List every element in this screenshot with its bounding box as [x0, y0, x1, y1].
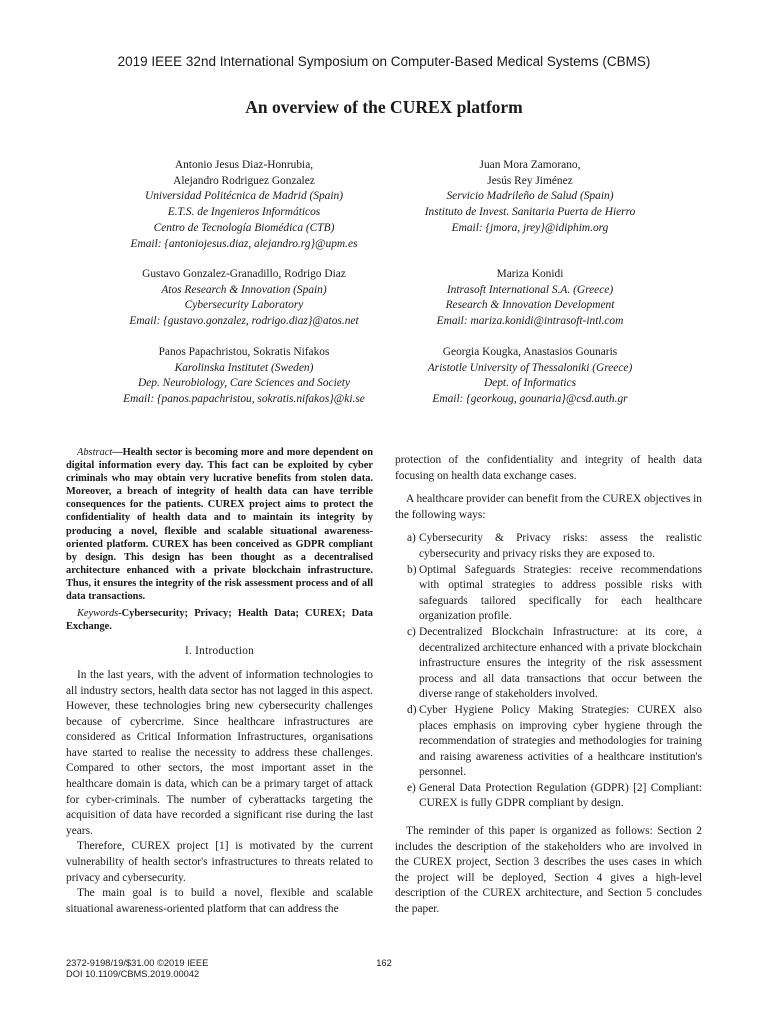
- section-heading-introduction: I. Introduction: [184, 645, 255, 658]
- author-email: Email: {panos.papachristou, sokratis.nifakos}@ki.se: [123, 393, 365, 406]
- conference-header: 2019 IEEE 32nd International Symposium on Computer-Based Medical Systems (CBMS): [117, 54, 651, 69]
- abstract: [66, 446, 373, 603]
- copyright-footer: [66, 958, 208, 980]
- author-block-auth: [350, 345, 710, 408]
- intro-paragraph: Therefore, CUREX project [1] is motivated by the current vulnerability of health sector's infrastructures to threats related to privacy and cybersecurity.: [66, 840, 373, 884]
- keywords: [66, 607, 373, 633]
- author-email: Email: {antoniojesus.diaz, alejandro.rg}@upm.es: [130, 237, 358, 250]
- author-email: Email: {gustavo.gonzalez, rodrigo.diaz}@atos.net: [129, 315, 359, 328]
- list-item: c) Decentralized Blockchain Infrastructure: at its core, a decentralized architecture enhanced with a private blockchain infrastructure ensures the integrity of the risk assessment process and all data transactions that occur between the diverse range of stakeholders involved.: [407, 625, 702, 701]
- list-item: a) Cybersecurity & Privacy risks: assess the realistic cybersecurity and privacy risks they are exposed to.: [407, 532, 702, 560]
- paper-title: An overview of the CUREX platform: [245, 97, 523, 117]
- abstract-text: Health sector is becoming more and more dependent on digital information every day. This fact can be exploited by cyber criminals who may obtain very lucrative benefits from stolen data. Moreover, a breach of integrity of health data can have terrible consequences for the patients. CUREX project aims to protect the confidentiality of health data and to maintain its integrity by producing a novel, flexible and scalable situational awareness-oriented platform. CUREX has been conceived as GDPR compliant by design. This design has been thought as a decentralised architecture enhanced with a private blockchain infrastructure. Thus, it ensures the integrity of the risk assessment process and of all data transactions.: [66, 447, 373, 603]
- author-block-sermas: [350, 158, 710, 237]
- author-names: Mariza Konidi: [496, 268, 564, 280]
- author-affiliation: Aristotle University of Thessaloniki (Greece): [427, 361, 633, 374]
- author-affiliation: Dept. of Informatics: [483, 377, 577, 390]
- objectives-list: [395, 531, 702, 812]
- author-email: Email: {georkoug, gounaria}@csd.auth.gr: [432, 393, 628, 406]
- author-affiliation: Dep. Neurobiology, Care Sciences and Society: [137, 377, 351, 390]
- abstract-dash: —: [112, 447, 123, 458]
- author-affiliation: Atos Research & Innovation (Spain): [161, 283, 327, 296]
- author-names: Alejandro Rodriguez Gonzalez: [173, 174, 315, 187]
- doi-line: DOI 10.1109/CBMS.2019.00042: [66, 969, 200, 979]
- left-column: [66, 446, 373, 917]
- abstract-label: Abstract: [77, 447, 113, 458]
- author-affiliation: Instituto de Invest. Sanitaria Puerta de Hierro: [424, 206, 636, 219]
- author-block-intrasoft: [350, 267, 710, 330]
- author-affiliation: Karolinska Institutet (Sweden): [174, 361, 314, 374]
- intro-paragraph: In the last years, with the advent of information technologies to all industry sectors, health data sector has not lagged in this aspect. However, these technologies bring new cybersecurity challenges because of cybercrime. Since healthcare infrastructures are considered as Critical Information Infrastructures, organisations have started to realise the necessity to address these challenges. Compared to other sectors, the most important asset in the healthcare domain is data, which can be a primary target of attack for cyber-criminals. The number of cyberattacks targeting the acquisition of data have recorded a significant rise during the last years.: [66, 668, 373, 837]
- list-item: b) Optimal Safeguards Strategies: receive recommendations with optimal strategies to address possible risks with safeguards tailored specifically for each healthcare organization profile.: [407, 563, 702, 623]
- author-affiliation: Centro de Tecnología Biomédica (CTB): [153, 221, 335, 234]
- author-email: Email: {jmora, jrey}@idiphim.org: [451, 221, 609, 234]
- page-number: 162: [376, 958, 392, 968]
- author-affiliation: Universidad Politécnica de Madrid (Spain): [144, 190, 344, 203]
- author-email: Email: mariza.konidi@intrasoft-intl.com: [436, 315, 624, 328]
- author-affiliation: E.T.S. de Ingenieros Informáticos: [167, 206, 321, 219]
- author-names: Panos Papachristou, Sokratis Nifakos: [158, 346, 330, 358]
- author-names: Antonio Jesus Diaz-Honrubia,: [174, 159, 314, 171]
- keywords-text: Cybersecurity; Privacy; Health Data; CUREX; Data Exchange.: [66, 608, 373, 633]
- intro-paragraph: The main goal is to build a novel, flexible and scalable situational awareness-oriented platform that can address the: [66, 887, 373, 915]
- keywords-label: Keywords: [77, 608, 119, 620]
- keywords-dash: -: [118, 608, 122, 620]
- author-names: Juan Mora Zamorano,: [479, 159, 581, 171]
- continuation-paragraph: protection of the confidentiality and integrity of health data focusing on health data exchange cases.: [395, 454, 702, 482]
- author-affiliation: Cybersecurity Laboratory: [184, 299, 304, 312]
- author-names: Gustavo Gonzalez-Granadillo, Rodrigo Diaz: [142, 268, 346, 280]
- author-affiliation: Servicio Madrileño de Salud (Spain): [446, 190, 614, 203]
- copyright-line: 2372-9198/19/$31.00 ©2019 IEEE: [66, 958, 209, 968]
- list-item: d) Cyber Hygiene Policy Making Strategies: CUREX also places emphasis on improving cyber hygiene through the recommendation of strategies and methodologies for training and raising awareness activities of a healthcare institution's personnel.: [407, 703, 702, 779]
- author-names: Jesús Rey Jiménez: [487, 174, 573, 187]
- list-item: e) General Data Protection Regulation (GDPR) [2] Compliant: CUREX is fully GDPR compliant by design.: [407, 781, 702, 810]
- author-affiliation: Intrasoft International S.A. (Greece): [446, 283, 614, 296]
- author-affiliation: Research & Innovation Development: [445, 299, 615, 312]
- organization-paragraph: The reminder of this paper is organized as follows: Section 2 includes the description of the stakeholders who are involved in the CUREX project, Section 3 describes the uses cases in which the project will be deployed, Section 4 gives a high-level description of the CUREX architecture, and Section 5 concludes the paper.: [395, 825, 702, 916]
- objectives-intro: A healthcare provider can benefit from the CUREX objectives in the following ways:: [395, 493, 702, 521]
- right-column: [395, 453, 702, 918]
- author-names: Georgia Kougka, Anastasios Gounaris: [442, 346, 618, 358]
